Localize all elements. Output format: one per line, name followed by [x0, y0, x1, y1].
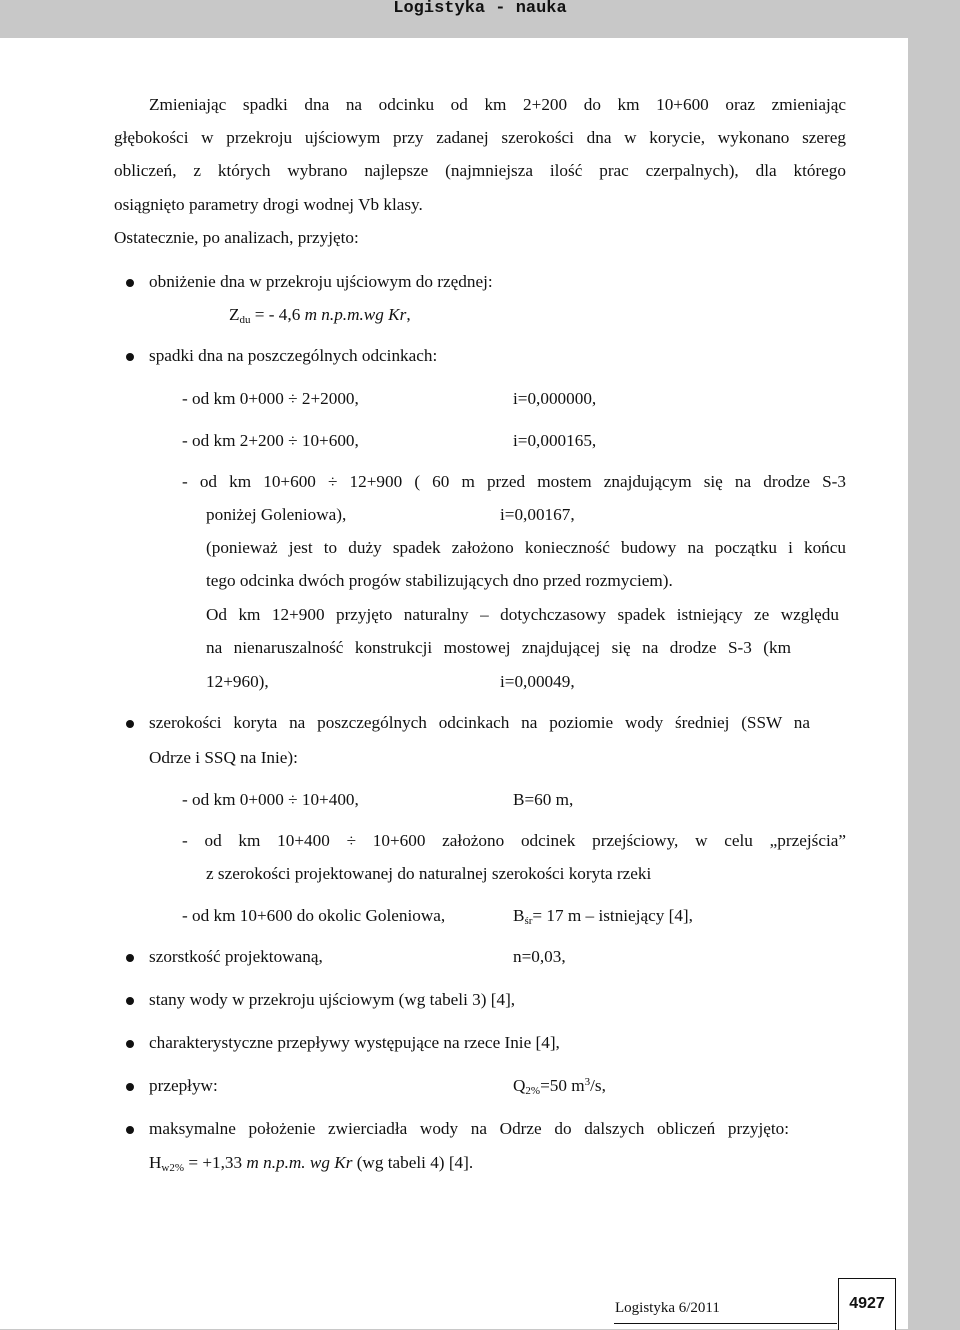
footer-rule	[614, 1323, 837, 1324]
h-symbol: H	[149, 1153, 162, 1172]
bullet-dot	[126, 720, 134, 728]
intro-line-5: Ostatecznie, po analizach, przyjęto:	[114, 228, 359, 247]
bullet-5-text: stany wody w przekroju ujściowym (wg tabeli 3) [4],	[149, 990, 516, 1009]
slope-value-2: i=0,000165,	[513, 431, 597, 450]
q-unit-end: /s,	[590, 1076, 606, 1095]
width-value-3	[513, 906, 693, 926]
water-level-formula	[149, 1153, 473, 1173]
bullet-dot	[126, 1126, 134, 1134]
slope-value-3: i=0,00167,	[500, 505, 575, 524]
intro-line-3: obliczeń, z których wybrano najlepsze (najmniejsza ilość prac czerpalnych), dla którego	[114, 161, 846, 180]
width-range-2-line-1: - od km 10+400 ÷ 10+600 założono odcinek przejściowy, w celu „przejścia”	[182, 831, 846, 850]
slope-range-3-line-3: (ponieważ jest to duży spadek założono konieczność budowy na początku i końcu	[206, 538, 846, 557]
bullet-3-line-2: Odrze i SSQ na Inie):	[149, 748, 298, 767]
header-title: Logistyka - nauka	[393, 0, 567, 18]
slope-range-3-line-4: tego odcinka dwóch progów stabilizujących dno przed rozmyciem).	[206, 571, 673, 590]
bullet-dot	[126, 279, 134, 287]
z-symbol: Z	[229, 305, 240, 324]
journal-footer: Logistyka 6/2011	[615, 1300, 720, 1316]
intro-line-2: głębokości w przekroju ujściowym przy zadanej szerokości dna w korycie, wykonano szereg	[114, 128, 846, 147]
bullet-3-line-1: szerokości koryta na poszczególnych odcinkach na poziomie wody średniej (SSW na	[149, 713, 810, 732]
z-value: = - 4,6	[250, 305, 305, 324]
slope-range-1: - od km 0+000 ÷ 2+2000,	[182, 389, 359, 408]
bullet-2-text: spadki dna na poszczególnych odcinkach:	[149, 346, 438, 365]
width-range-3: - od km 10+600 do okolic Goleniowa,	[182, 906, 446, 925]
slope-value-4: i=0,00049,	[500, 672, 575, 691]
intro-line-4: osiągnięto parametry drogi wodnej Vb klasy.	[114, 195, 423, 214]
slope-range-4-line-1: Od km 12+900 przyjęto naturalny – dotychczasowy spadek istniejący ze względu	[206, 605, 839, 624]
slope-range-3-line-2: poniżej Goleniowa),	[206, 505, 347, 524]
bullet-dot	[126, 1040, 134, 1048]
page-number: 4927	[849, 1295, 885, 1312]
z-reference: m n.p.m.wg Kr	[304, 305, 407, 324]
b-value: = 17 m – istniejący [4],	[532, 906, 693, 925]
bullet-1-text: obniżenie dna w przekroju ujściowym do rzędnej:	[149, 272, 493, 291]
bullet-4-text: szorstkość projektowaną,	[149, 947, 323, 966]
slope-range-3-line-1: - od km 10+600 ÷ 12+900 ( 60 m przed mostem znajdującym się na drodze S-3	[182, 472, 846, 491]
page-number-box	[838, 1278, 896, 1330]
roughness-value: n=0,03,	[513, 947, 566, 966]
flow-formula	[513, 1076, 606, 1096]
b-subscript: śr	[524, 915, 533, 927]
bullet-8-line-1: maksymalne położenie zwierciadła wody na Odrze do dalszych obliczeń przyjęto:	[149, 1119, 789, 1138]
h-reference: m n.p.m. wg Kr	[246, 1153, 353, 1172]
intro-line-1: Zmieniając spadki dna na odcinku od km 2+200 do km 10+600 oraz zmieniając	[149, 95, 846, 114]
width-range-2-line-2: z szerokości projektowanej do naturalnej szerokości koryta rzeki	[206, 864, 652, 883]
bullet-dot	[126, 353, 134, 361]
b-symbol: B	[513, 906, 525, 925]
bullet-dot	[126, 997, 134, 1005]
width-value-1: B=60 m,	[513, 790, 574, 809]
z-end: ,	[406, 305, 411, 324]
q-value: =50 m	[540, 1076, 585, 1095]
bullet-dot	[126, 954, 134, 962]
slope-range-2: - od km 2+200 ÷ 10+600,	[182, 431, 359, 450]
running-header	[0, 0, 960, 38]
bullet-7-text: przepływ:	[149, 1076, 218, 1095]
h-table-ref: (wg tabeli 4) [4].	[352, 1153, 474, 1172]
q-subscript: 2%	[525, 1085, 541, 1097]
bullet-6-text: charakterystyczne przepływy występujące na rzece Inie [4],	[149, 1033, 560, 1052]
q-superscript: 3	[584, 1076, 591, 1088]
level-formula	[229, 305, 411, 325]
h-value: = +1,33	[184, 1153, 247, 1172]
width-range-1: - od km 0+000 ÷ 10+400,	[182, 790, 359, 809]
h-subscript: w2%	[161, 1162, 185, 1174]
z-subscript: du	[239, 314, 251, 326]
slope-range-4-line-3: 12+960),	[206, 672, 269, 691]
bullet-dot	[126, 1083, 134, 1091]
slope-range-4-line-2: na nienaruszalność konstrukcji mostowej znajdującej się na drodze S-3 (km	[206, 638, 791, 657]
slope-value-1: i=0,000000,	[513, 389, 597, 408]
q-symbol: Q	[513, 1076, 526, 1095]
